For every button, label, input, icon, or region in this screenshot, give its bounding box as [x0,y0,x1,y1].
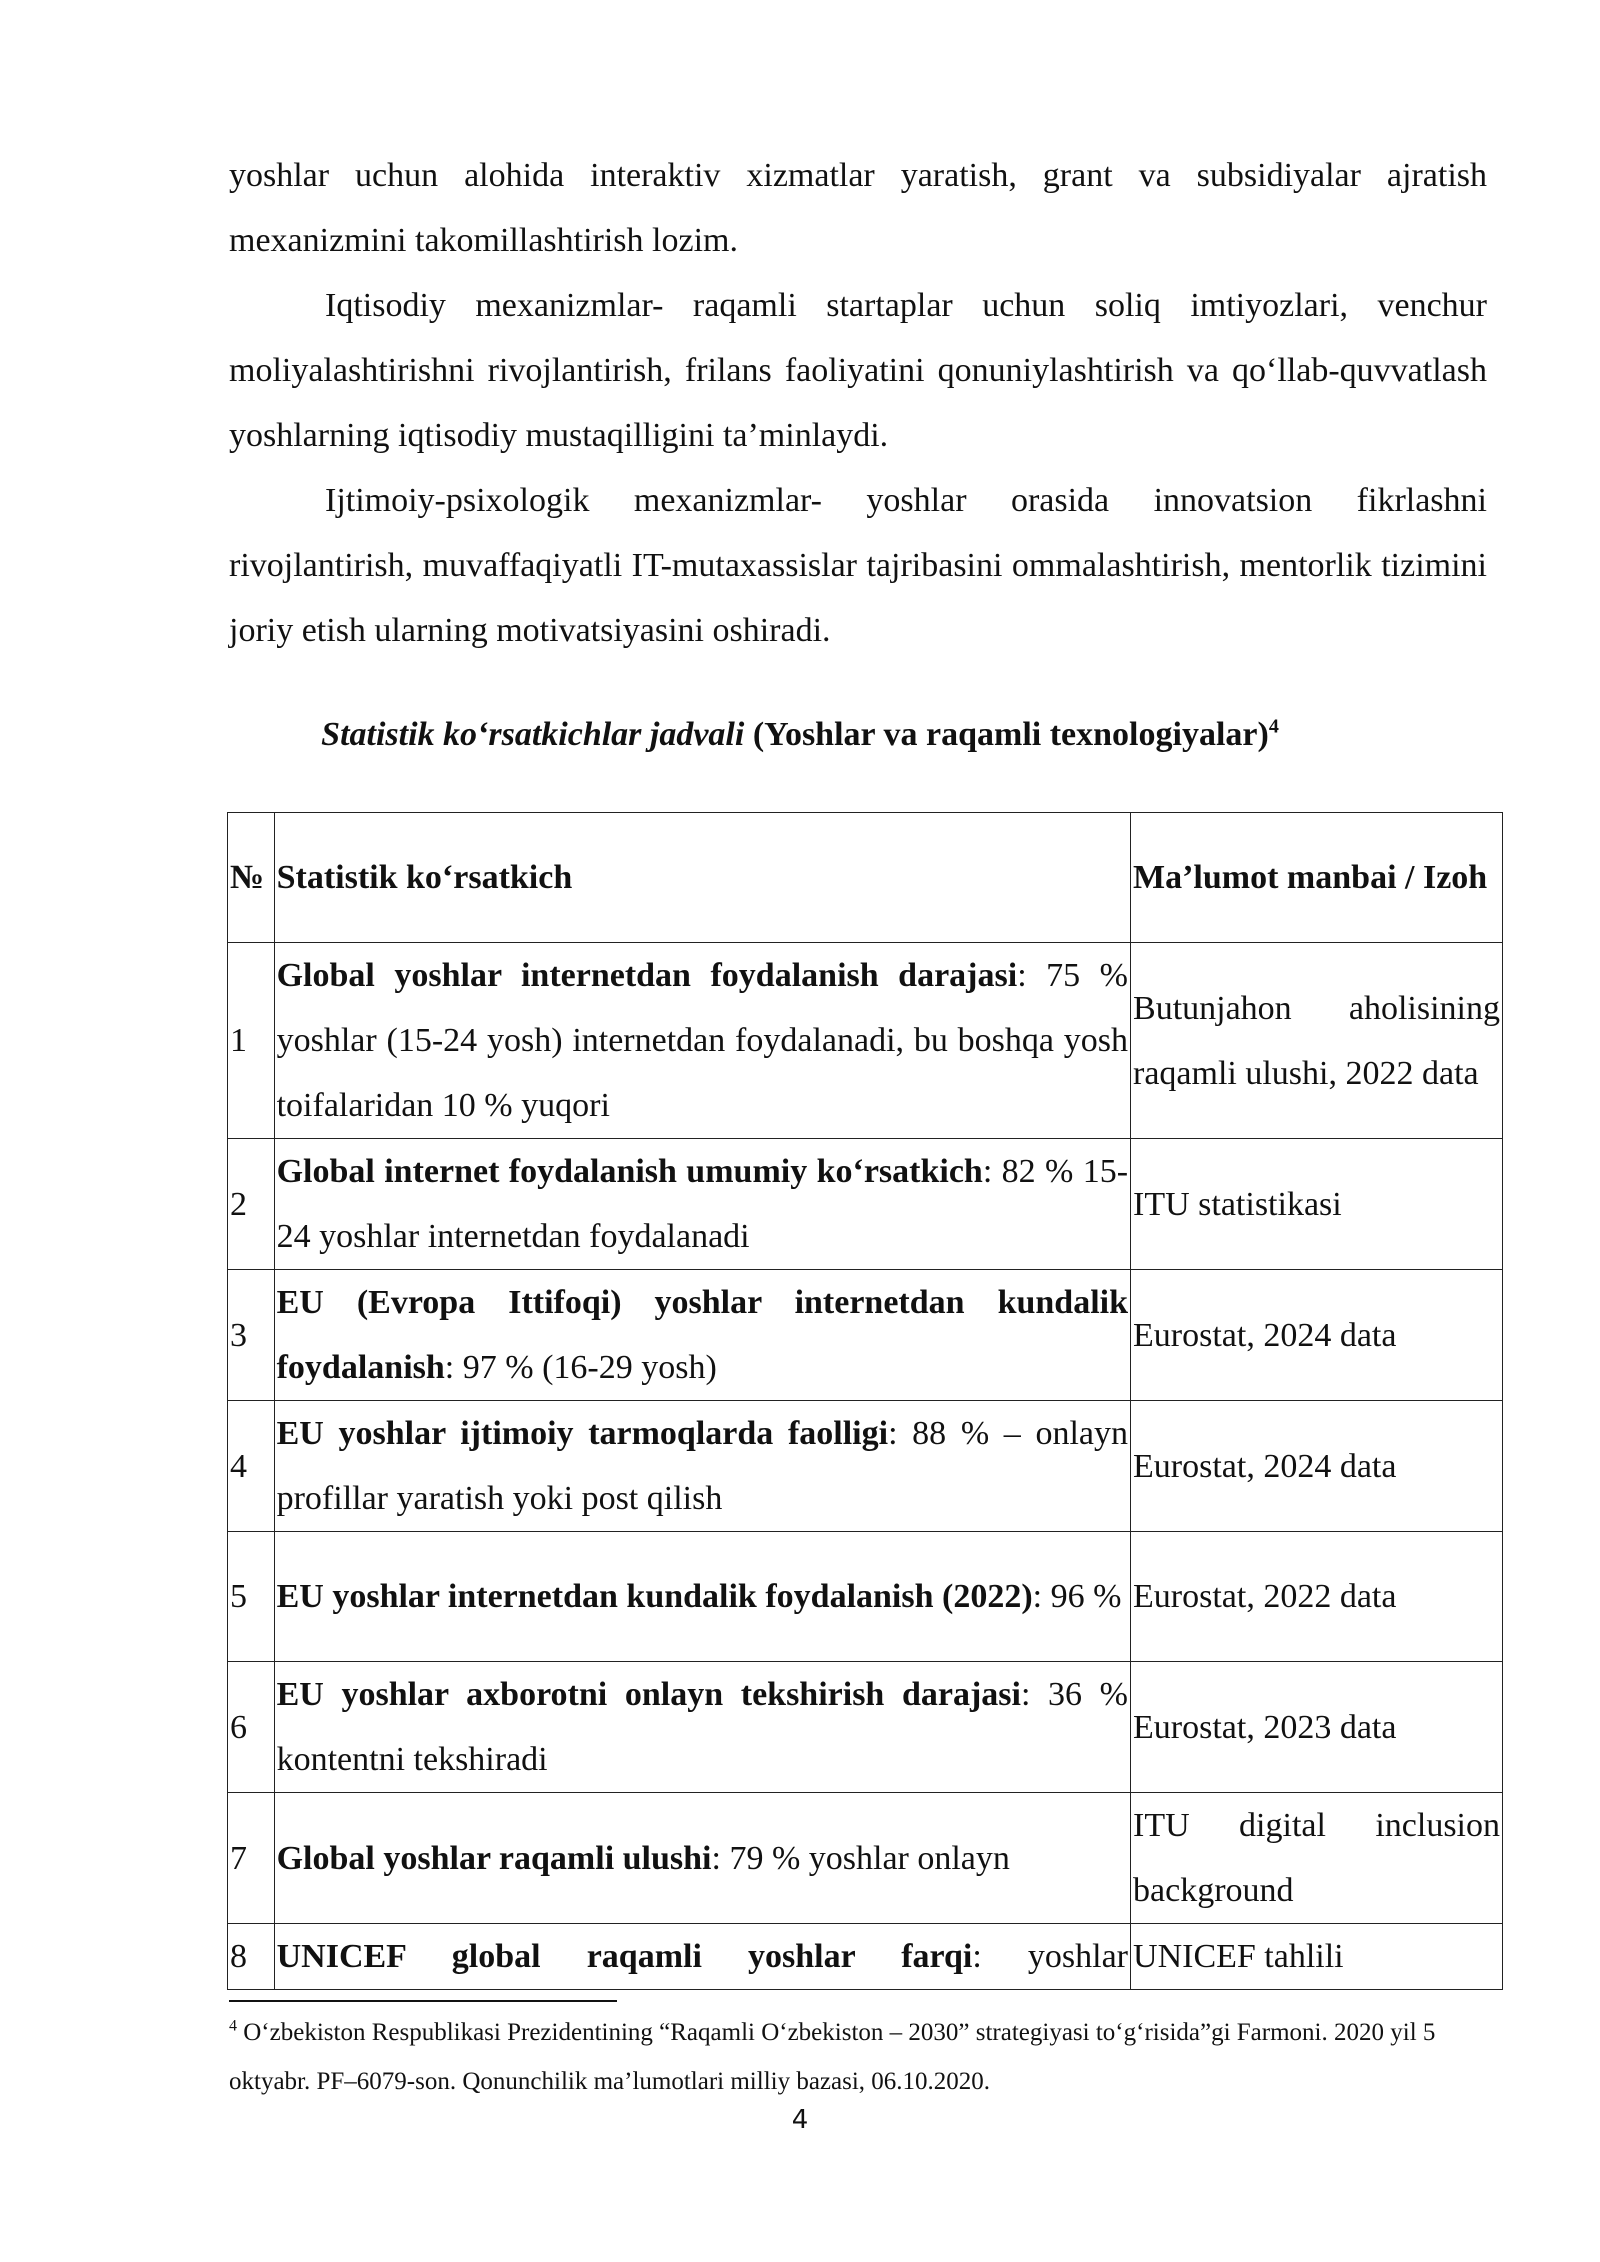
row-indicator [274,1401,1130,1532]
row-source: Eurostat, 2023 data [1131,1662,1503,1793]
table-header-row [228,813,1503,943]
row-number: 7 [228,1793,275,1924]
row-indicator [274,1532,1130,1662]
row-indicator [274,1270,1130,1401]
indicator-title: UNICEF global raqamli yoshlar farqi [276,1938,973,1975]
table-caption-italic: Statistik ko‘rsatkichlar jadvali [321,716,745,753]
indicator-detail: : yoshlar [972,1938,1129,1975]
header-source: Ma’lumot manbai / Izoh [1131,813,1503,943]
statistics-table [227,812,1503,1990]
row-number: 2 [228,1139,275,1270]
footnote-separator [229,2000,617,2002]
footnote-text: O‘zbekiston Respublikasi Prezidentining “Raqamli O‘zbekiston – 2030” strategiyasi to‘g‘risida”gi Farmoni. 2020 yil 5 oktyabr. PF–6079-son. Qonunchilik ma’lumotlari milliy bazasi, 06.10.2020. [229,2019,1436,2095]
indicator-title: EU (Evropa Ittifoqi) yoshlar internetdan kundalik foydalanish [276,1284,1129,1386]
row-indicator [274,1924,1130,1990]
paragraph-social-mechanisms: Ijtimoiy-psixologik mexanizmlar- yoshlar orasida innovatsion fikrlashni rivojlantirish, muvaffaqiyatli IT-mutaxassislar tajribasini ommalashtirish, mentorlik tizimini joriy etish ularning motivatsiyasini oshiradi. [229,482,1487,649]
indicator-detail: : 97 % (16-29 yosh) [444,1349,717,1386]
table-row [228,1532,1503,1662]
indicator-detail: : 36 % kontentni tekshiradi [276,1676,1128,1778]
table-row [228,1401,1503,1532]
table-caption-rest: (Yoshlar va raqamli texnologiyalar) [744,716,1269,753]
indicator-title: EU yoshlar internetdan kundalik foydalanish (2022) [276,1578,1033,1615]
table-row [228,1924,1503,1990]
row-indicator [274,1662,1130,1793]
row-number: 4 [228,1401,275,1532]
row-number: 1 [228,943,275,1139]
row-source: Eurostat, 2022 data [1131,1532,1503,1662]
row-source: Eurostat, 2024 data [1131,1270,1503,1401]
table-row [228,1139,1503,1270]
row-source: Butunjahon aholisining raqamli ulushi, 2022 data [1131,943,1503,1139]
row-indicator [274,1139,1130,1270]
row-number: 5 [228,1532,275,1662]
indicator-title: EU yoshlar ijtimoiy tarmoqlarda faolligi [276,1415,889,1452]
header-indicator: Statistik ko‘rsatkich [274,813,1130,943]
indicator-title: Global yoshlar internetdan foydalanish darajasi [276,957,1018,994]
indicator-detail: : 82 % 15-24 yoshlar internetdan foydalanadi [276,1153,1129,1255]
paragraph-economic-mechanisms: Iqtisodiy mexanizmlar- raqamli startaplar uchun soliq imtiyozlari, venchur moliyalashtirishni rivojlantirish, frilans faoliyatini qonuniylashtirish va qo‘llab-quvvatlash yoshlarning iqtisodiy mustaqilligini ta’minlaydi. [229,287,1487,454]
table-row [228,1793,1503,1924]
indicator-detail: : 79 % yoshlar onlayn [711,1839,1010,1877]
row-source: ITU digital inclusion background [1131,1793,1503,1924]
header-number: № [228,813,275,943]
row-number: 8 [228,1924,275,1990]
row-indicator [274,1793,1130,1924]
row-number: 6 [228,1662,275,1793]
indicator-title: EU yoshlar axborotni onlayn tekshirish darajasi [276,1676,1021,1713]
caption-footnote-ref: 4 [1268,715,1279,738]
indicator-title: Global yoshlar raqamli ulushi [276,1839,712,1877]
table-row [228,1662,1503,1793]
table-row [228,943,1503,1139]
row-source: UNICEF tahlili [1131,1924,1503,1990]
row-source: ITU statistikasi [1131,1139,1503,1270]
footnote-number: 4 [229,2017,237,2035]
footnote [229,2008,1487,2106]
indicator-detail: : 88 % – onlayn profillar yaratish yoki post qilish [276,1415,1129,1517]
indicator-title: Global internet foydalanish umumiy ko‘rsatkich [276,1153,983,1190]
table-row [228,1270,1503,1401]
row-source: Eurostat, 2024 data [1131,1401,1503,1532]
row-indicator [274,943,1130,1139]
indicator-detail: : 75 % yoshlar (15-24 yosh) internetdan foydalanadi, bu boshqa yosh toifalaridan 10 % yuqori [276,957,1129,1124]
indicator-detail: : 96 % [1032,1578,1122,1615]
page-number: 4 [791,2105,809,2135]
table-caption [0,702,1600,767]
paragraph-continuation: yoshlar uchun alohida interaktiv xizmatlar yaratish, grant va subsidiyalar ajratish mexanizmini takomillashtirish lozim. [229,157,1487,259]
row-number: 3 [228,1270,275,1401]
